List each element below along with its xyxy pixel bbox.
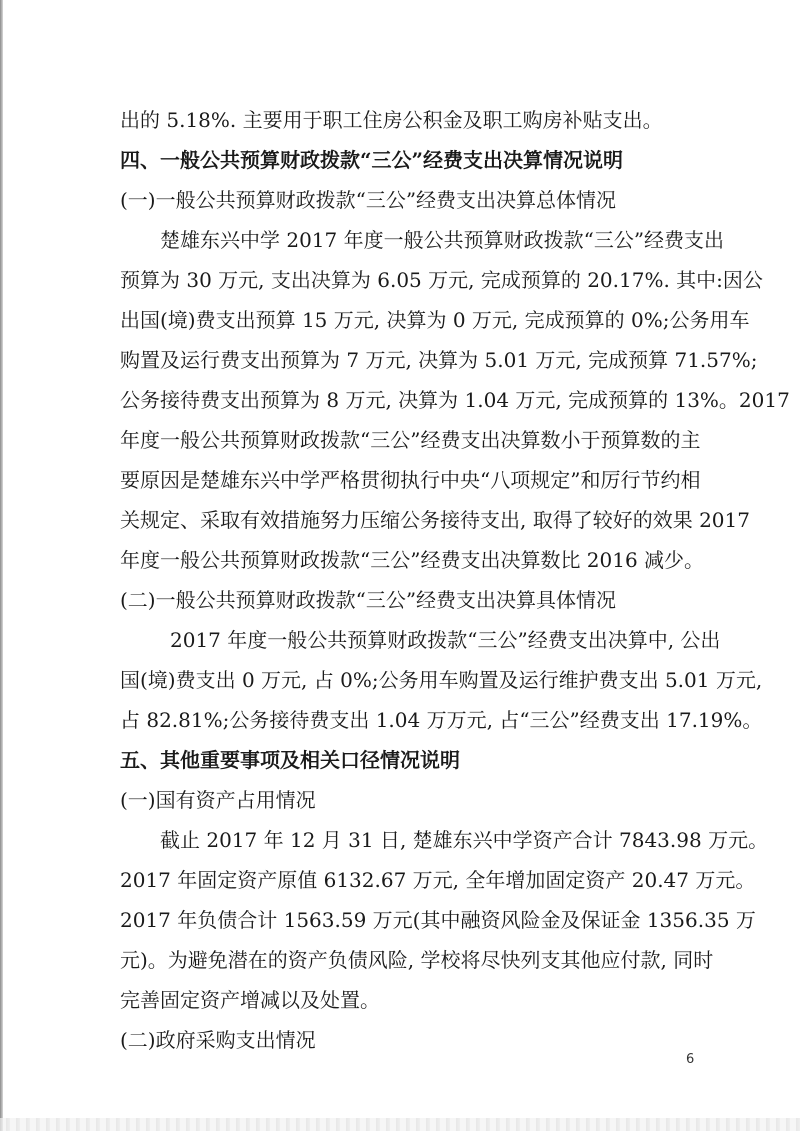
- paragraph-line: 年度一般公共预算财政拨款“三公”经费支出决算数比 2016 减少。: [120, 548, 705, 572]
- paragraph-line: 关规定、采取有效措施努力压缩公务接待支出, 取得了较好的效果 2017: [120, 508, 750, 532]
- paragraph-line: 完善固定资产增减以及处置。: [120, 988, 380, 1012]
- paragraph-line: 国(境)费支出 0 万元, 占 0%;公务用车购置及运行维护费支出 5.01 万元,: [120, 668, 763, 692]
- paragraph-line: 要原因是楚雄东兴中学严格贯彻执行中央“八项规定”和厉行节约相: [120, 468, 701, 492]
- scan-shadow-left: [0, 0, 3, 1131]
- subsection-heading: (二)一般公共预算财政拨款“三公”经费支出决算具体情况: [120, 588, 617, 612]
- paragraph-line: 公务接待费支出预算为 8 万元, 决算为 1.04 万元, 完成预算的 13%。2017: [120, 388, 790, 412]
- subsection-heading: (二)政府采购支出情况: [120, 1028, 316, 1052]
- scan-noise-bottom: [0, 1118, 800, 1131]
- paragraph-line: 预算为 30 万元, 支出决算为 6.05 万元, 完成预算的 20.17%. 其中:因公: [120, 268, 763, 292]
- page-number: 6: [686, 1052, 695, 1067]
- paragraph-line: 2017 年负债合计 1563.59 万元(其中融资风险金及保证金 1356.35 万: [120, 908, 756, 932]
- paragraph-line: 楚雄东兴中学 2017 年度一般公共预算财政拨款“三公”经费支出: [160, 228, 725, 252]
- paragraph-line: 购置及运行费支出预算为 7 万元, 决算为 5.01 万元, 完成预算 71.57%;: [120, 348, 758, 372]
- section-heading: 五、其他重要事项及相关口径情况说明: [120, 748, 460, 772]
- paragraph-line: 元)。为避免潜在的资产负债风险, 学校将尽快列支其他应付款, 同时: [120, 948, 714, 972]
- paragraph-line: 年度一般公共预算财政拨款“三公”经费支出决算数小于预算数的主: [120, 428, 701, 452]
- subsection-heading: (一)国有资产占用情况: [120, 788, 316, 812]
- paragraph-line: 出国(境)费支出预算 15 万元, 决算为 0 万元, 完成预算的 0%;公务用车: [120, 308, 750, 332]
- paragraph-line: 2017 年固定资产原值 6132.67 万元, 全年增加固定资产 20.47 万元。: [120, 868, 756, 892]
- section-heading: 四、一般公共预算财政拨款“三公”经费支出决算情况说明: [120, 148, 624, 172]
- paragraph-line: 占 82.81%;公务接待费支出 1.04 万万元, 占“三公”经费支出 17.19%。: [120, 708, 763, 732]
- subsection-heading: (一)一般公共预算财政拨款“三公”经费支出决算总体情况: [120, 188, 617, 212]
- paragraph-line: 截止 2017 年 12 月 31 日, 楚雄东兴中学资产合计 7843.98 万元。: [160, 828, 769, 852]
- paragraph-line: 2017 年度一般公共预算财政拨款“三公”经费支出决算中, 公出: [170, 628, 721, 652]
- paragraph-line: 出的 5.18%. 主要用于职工住房公积金及职工购房补贴支出。: [120, 108, 663, 132]
